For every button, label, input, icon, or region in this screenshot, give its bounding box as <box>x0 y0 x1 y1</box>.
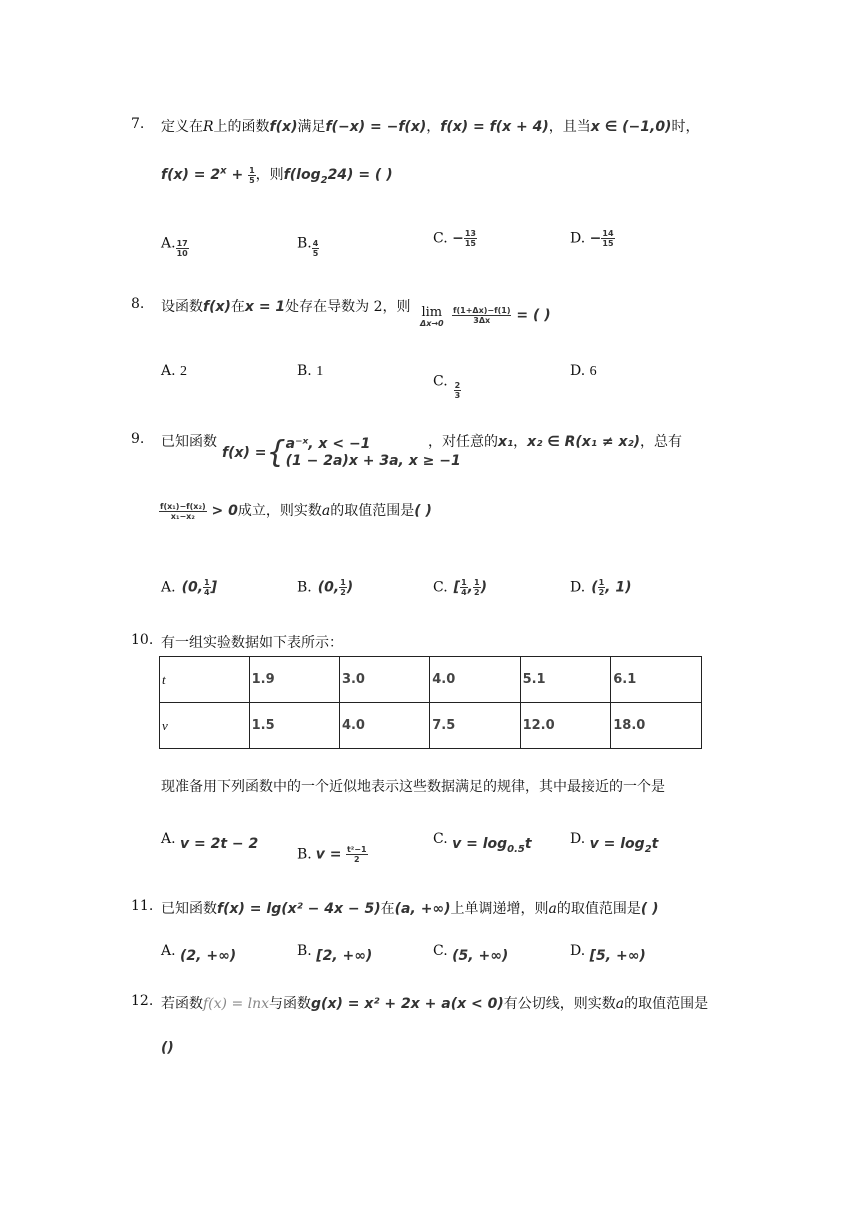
q12-a: a <box>615 996 625 1012</box>
option-value <box>182 578 217 597</box>
q7-text: 上的函数 <box>213 119 270 135</box>
option-tail: t <box>651 836 659 852</box>
table-cell: 4.0 <box>339 703 429 749</box>
option-label: C. <box>433 230 448 247</box>
q9-text: ，总有 <box>640 434 683 450</box>
option-value <box>454 578 487 597</box>
q10-option-a[interactable] <box>161 831 259 852</box>
q12-text: 的取值范围是 <box>624 996 709 1012</box>
q7-cond1: f(−x) = −f(x) <box>325 119 427 135</box>
q8-option-a[interactable] <box>161 363 187 380</box>
q11-number: 11. <box>131 898 154 914</box>
table-cell: 1.5 <box>249 703 339 749</box>
q9-piecewise <box>222 436 461 470</box>
frac-den: 4 <box>461 588 467 597</box>
option-label: C. <box>433 579 448 596</box>
frac-num: 1 <box>340 578 346 587</box>
option-right: , 1) <box>605 579 632 596</box>
q7-stem-line2 <box>161 164 393 186</box>
q7-text: ，且当 <box>548 119 591 135</box>
q11-option-b[interactable] <box>297 943 373 964</box>
option-value: (2, +∞) <box>180 948 237 964</box>
q11-text: 已知函数 <box>161 901 217 917</box>
q9-sep: ， <box>513 434 528 450</box>
option-sub: 0.5 <box>507 843 525 855</box>
frac-num: t²−1 <box>346 845 367 854</box>
q7-frac-den: 5 <box>249 175 255 185</box>
option-label: D. <box>570 943 586 959</box>
q9-case2: (1 − 2a)x + 3a, x ≥ −1 <box>285 453 461 469</box>
q8-stem <box>161 296 411 316</box>
option-value: [5, +∞) <box>589 948 646 964</box>
q8-text: 在 <box>230 299 245 315</box>
frac-num: 1 <box>461 578 467 587</box>
q12-paren: () <box>161 1040 174 1056</box>
table-row <box>160 657 702 703</box>
option-fraction <box>601 229 614 248</box>
option-sign: − <box>589 230 602 247</box>
q8-lim-sub: Δx→0 <box>420 319 444 328</box>
q9-frac-num: f(x₁)−f(x₂) <box>160 501 206 511</box>
option-label: B. <box>297 846 312 863</box>
q11-option-d[interactable] <box>570 943 646 964</box>
table-cell: 12.0 <box>520 703 611 749</box>
option-value <box>316 845 368 864</box>
q7-option-c[interactable] <box>433 229 477 248</box>
q9-paren: ( ) <box>414 503 432 519</box>
table-cell: 6.1 <box>611 657 702 703</box>
option-fraction <box>312 239 320 258</box>
q11-a: a <box>548 901 557 917</box>
q7-cond3: x ∈ (−1,0) <box>590 119 672 135</box>
q10-option-b[interactable] <box>297 831 368 864</box>
option-sub: 2 <box>644 843 652 855</box>
table-cell: 4.0 <box>430 657 520 703</box>
q7-frac-num: 1 <box>249 165 255 175</box>
option-formula: v = log <box>589 836 645 852</box>
q12-f: f(x) = lnx <box>203 996 270 1012</box>
table-cell: 7.5 <box>430 703 520 749</box>
option-value: 6 <box>589 364 597 379</box>
frac-den: 2 <box>598 588 605 597</box>
option-value <box>589 836 659 855</box>
q8-fraction <box>452 306 511 325</box>
q7-text: 时， <box>671 119 700 135</box>
option-label: A. <box>161 363 176 379</box>
frac-den: 15 <box>464 239 476 248</box>
option-tail: t <box>524 836 532 852</box>
option-value: 2 <box>180 364 188 379</box>
q7-exp: x <box>220 165 227 177</box>
option-sign: − <box>452 230 464 247</box>
option-fraction <box>176 239 189 258</box>
q11-paren: ( ) <box>640 901 659 917</box>
frac-num: 17 <box>176 239 188 248</box>
q9-text1: 已知函数 <box>161 434 217 450</box>
option-left: ( <box>591 579 598 596</box>
option-value: (5, +∞) <box>452 948 509 964</box>
option-value <box>452 836 532 855</box>
q7-r: R <box>203 119 214 135</box>
q7-plus: + <box>226 167 249 183</box>
option-label: D. <box>570 230 586 247</box>
option-left: (0, <box>317 579 340 596</box>
option-right: ) <box>480 579 487 596</box>
option-label: D. <box>570 363 586 379</box>
q8-lim: lim <box>421 305 443 320</box>
frac-num: 1 <box>204 578 210 587</box>
q8-option-d[interactable] <box>570 363 597 380</box>
q11-option-a[interactable] <box>161 943 237 964</box>
q8-limit <box>420 306 444 328</box>
q8-tail: = ( ) <box>511 307 551 324</box>
frac-num: 4 <box>312 239 319 248</box>
q11-formula: f(x) = lg(x² − 4x − 5) <box>217 901 381 917</box>
q8-number: 8. <box>131 296 145 312</box>
q7-text: 满足 <box>297 119 326 135</box>
option-label: C. <box>433 943 448 959</box>
q7-option-b[interactable] <box>297 229 319 258</box>
q8-text: 处存在导数为 2，则 <box>285 299 411 315</box>
option-formula: v = log <box>452 836 508 852</box>
frac-den: 2 <box>340 588 346 597</box>
table-cell: 5.1 <box>520 657 611 703</box>
q7-ask: f(log <box>283 167 321 183</box>
frac-num: 2 <box>454 381 461 390</box>
table-cell: 3.0 <box>339 657 429 703</box>
q11-interval: (a, +∞) <box>394 901 451 917</box>
option-left: (0, <box>181 579 204 596</box>
frac-den: 2 <box>473 588 480 597</box>
q10-text: 有一组实验数据如下表所示： <box>161 635 343 651</box>
q9-stem-tail <box>428 431 682 451</box>
q9-stem-line2 <box>159 500 432 521</box>
q8-fraction-wrap <box>452 306 551 325</box>
q7-sub: 2 <box>320 174 328 186</box>
frac-den: 2 <box>353 855 360 864</box>
q7-option-d[interactable] <box>570 229 615 248</box>
option-fraction <box>464 229 477 248</box>
frac-num: 13 <box>464 229 476 238</box>
q9-brace-icon: { <box>266 435 286 470</box>
option-mid: , <box>467 579 473 596</box>
option-fraction <box>460 578 468 597</box>
table-header-cell: t <box>160 657 250 703</box>
q7-formula: f(x) = 2 <box>161 167 221 183</box>
q9-cond: x₂ ∈ R(x₁ ≠ x₂) <box>527 434 641 450</box>
q12-g: g(x) = x² + 2x + a(x < 0) <box>311 996 504 1012</box>
option-label: A. <box>161 579 176 596</box>
option-fraction <box>339 578 347 597</box>
q8-option-b[interactable] <box>297 363 323 380</box>
q8-option-c[interactable] <box>433 363 461 400</box>
q9-option-a[interactable] <box>161 566 217 597</box>
q7-then: ，则 <box>255 167 284 183</box>
q7-fraction <box>248 166 256 185</box>
q11-text: 上单调递增，则 <box>450 901 549 917</box>
q7-text: 定义在 <box>161 119 203 135</box>
q7-option-a[interactable] <box>161 229 189 258</box>
q7-fx: f(x) <box>269 119 298 135</box>
frac-den: 4 <box>204 588 210 597</box>
table-cell: 1.9 <box>249 657 339 703</box>
q12-text: 与函数 <box>269 996 312 1012</box>
frac-num: 1 <box>598 578 605 587</box>
q8-text: 设函数 <box>161 299 203 315</box>
frac-den: 5 <box>312 249 319 258</box>
q7-number: 7. <box>131 116 145 132</box>
table-header-cell: v <box>160 703 250 749</box>
q10-number: 10. <box>131 632 154 648</box>
option-left: [ <box>453 579 461 596</box>
option-value <box>591 578 631 597</box>
option-fraction <box>346 845 368 864</box>
q10-option-c[interactable] <box>433 831 532 855</box>
frac-num: 1 <box>473 578 480 587</box>
q9-option-b[interactable] <box>297 566 353 597</box>
q7-sep: ， <box>426 119 441 135</box>
option-label: B. <box>297 579 312 596</box>
option-label: C. <box>433 373 448 390</box>
option-fraction <box>454 381 462 400</box>
frac-num: 14 <box>602 229 614 238</box>
option-label: D. <box>570 579 586 596</box>
frac-den: 10 <box>176 249 188 258</box>
table-row <box>160 703 702 749</box>
option-formula: v = <box>315 846 342 863</box>
q9-text: ，对任意的 <box>428 434 498 450</box>
q7-ask2: 24) = ( ) <box>327 167 393 183</box>
option-value <box>318 578 353 597</box>
q9-x1: x₁ <box>498 434 514 450</box>
option-formula: v = 2t − 2 <box>180 836 259 852</box>
option-fraction <box>473 578 481 597</box>
q11-stem <box>161 898 659 918</box>
q10-option-d[interactable] <box>570 831 659 855</box>
q9-case1: a⁻ˣ, x < −1 <box>285 436 371 452</box>
q8-frac-den: 3Δx <box>473 316 491 325</box>
q9-fx: f(x) = <box>222 445 267 461</box>
option-label: C. <box>433 831 448 847</box>
q10-data-table <box>159 656 702 749</box>
frac-den: 15 <box>602 239 614 248</box>
q10-text2: 现准备用下列函数中的一个近似地表示这些数据满足的规律，其中最接近的一个是 <box>161 779 665 795</box>
q8-cond: x = 1 <box>244 299 286 315</box>
q12-number: 12. <box>131 993 154 1009</box>
option-fraction <box>203 578 211 597</box>
q11-option-c[interactable] <box>433 943 509 964</box>
q7-stem-line1 <box>161 116 699 136</box>
q9-option-c[interactable] <box>433 566 487 597</box>
option-value: 1 <box>316 364 324 379</box>
q9-option-d[interactable] <box>570 566 632 597</box>
q11-text: 的取值范围是 <box>556 901 641 917</box>
option-label: B. <box>297 943 312 959</box>
option-label: D. <box>570 831 586 847</box>
option-label: B. <box>297 235 312 252</box>
q9-gt: > 0 <box>206 503 238 519</box>
option-label: A. <box>161 235 176 252</box>
q12-stem <box>161 993 708 1013</box>
q12-text: 若函数 <box>161 996 203 1012</box>
table-cell: 18.0 <box>611 703 702 749</box>
q9-text: 的取值范围是 <box>330 503 415 519</box>
q9-a: a <box>321 503 331 519</box>
q9-text: 成立，则实数 <box>237 503 322 519</box>
q9-fraction <box>159 502 207 521</box>
frac-den: 3 <box>454 391 461 400</box>
q9-number: 9. <box>131 431 145 447</box>
option-label: A. <box>161 943 176 959</box>
q8-frac-num: f(1+Δx)−f(1) <box>453 306 511 315</box>
option-right: ] <box>210 579 218 596</box>
q9-frac-den: x₁−x₂ <box>170 511 195 521</box>
q12-text: 有公切线，则实数 <box>503 996 616 1012</box>
option-label: A. <box>161 831 176 847</box>
option-value: [2, +∞) <box>316 948 373 964</box>
option-label: B. <box>297 363 312 379</box>
q8-fx: f(x) <box>203 299 231 315</box>
option-right: ) <box>346 579 354 596</box>
q7-cond2: f(x) = f(x + 4) <box>440 119 549 135</box>
q11-text: 在 <box>380 901 395 917</box>
